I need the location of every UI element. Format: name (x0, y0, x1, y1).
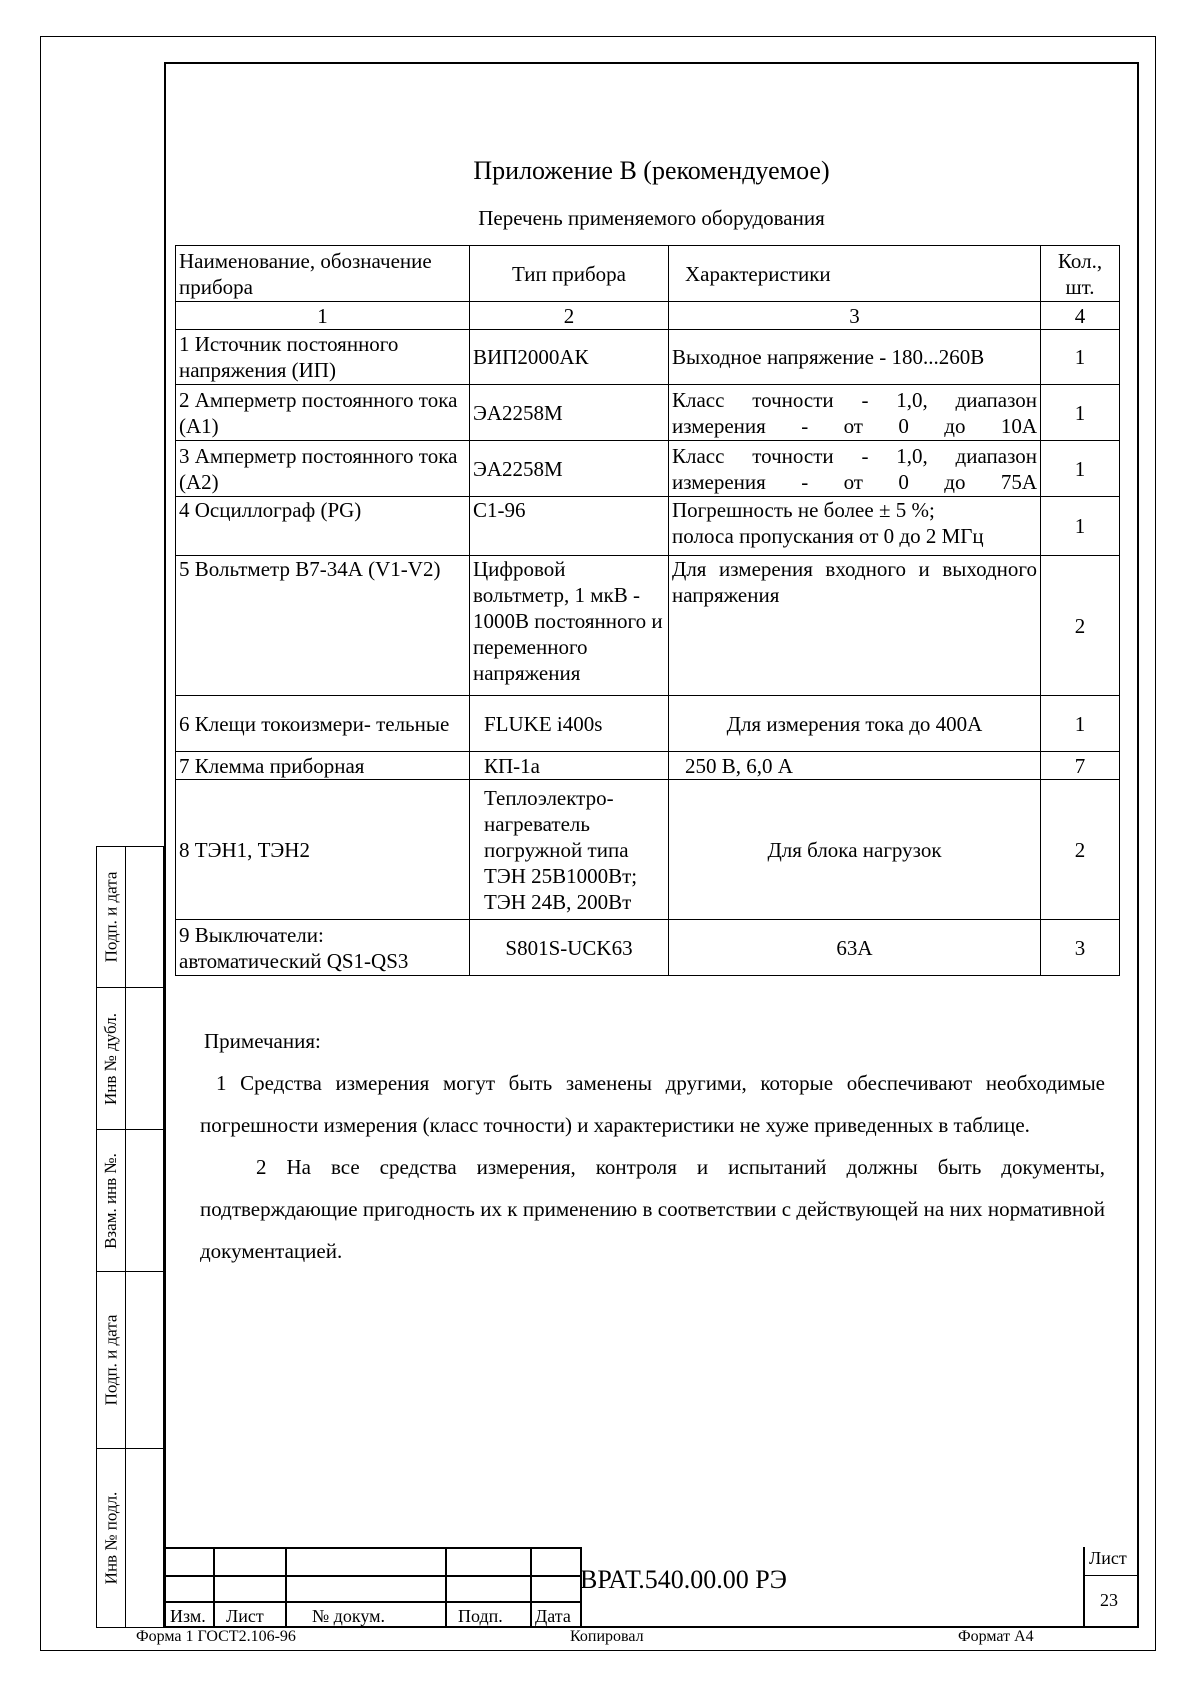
row-spec: 63А (669, 920, 1041, 976)
row-qty: 3 (1041, 920, 1120, 976)
stamp-line (530, 1547, 532, 1628)
sidebar-cell (96, 987, 126, 1130)
stamp-col-label: Дата (535, 1606, 571, 1626)
row-name: 2 Амперметр постоянного тока (А1) (176, 385, 470, 441)
document-code: ВРАТ.540.00.00 РЭ (580, 1565, 787, 1594)
header-name: Наименование, обозначение прибора (176, 246, 470, 302)
stamp-line (164, 1575, 582, 1577)
note-item: 1 Средства измерения могут быть заменены другими, которые обеспечивают необходимые погрешности измерения (класс точности) и характеристики не хуже приведенных в таблице. (200, 1071, 1105, 1137)
sidebar-label: Инв № дубл. (101, 1012, 121, 1105)
appendix-heading: Приложение В (рекомендуемое) (473, 156, 830, 185)
sidebar-label: Подп. и дата (101, 1314, 121, 1406)
row-qty: 1 (1041, 330, 1120, 385)
row-spec-line: полоса пропускания от 0 до 2 МГц (672, 524, 984, 548)
row-qty: 2 (1041, 780, 1120, 920)
footer-form: Форма 1 ГОСТ2.106-96 (136, 1628, 296, 1645)
row-type: Теплоэлектро- нагреватель погружной типа ТЭН 25В1000Вт; ТЭН 24В, 200Вт (470, 780, 669, 920)
row-type: FLUKE i400s (470, 696, 669, 752)
sidebar-label: Взам. инв №. (101, 1152, 120, 1249)
row-type: КП-1а (470, 752, 669, 780)
row-type: ВИП2000АК (470, 330, 669, 385)
col-number: 4 (1041, 302, 1120, 330)
row-spec: Для измерения входного и выходного напряжения (669, 556, 1041, 696)
sheet-label: Лист (1089, 1548, 1127, 1568)
stamp-line (164, 1547, 582, 1549)
table-row (176, 441, 1120, 497)
row-qty: 1 (1041, 497, 1120, 556)
stamp-line (285, 1547, 287, 1628)
row-name: 1 Источник постоянного напряжения (ИП) (176, 330, 470, 385)
row-qty: 7 (1041, 752, 1120, 780)
table-row (176, 385, 1120, 441)
stamp-col-label: Лист (226, 1606, 264, 1626)
row-type: S801S-UCK63 (470, 920, 669, 976)
row-name: 6 Клещи токоизмери- тельные (176, 696, 470, 752)
note-item: 2 На все средства измерения, контроля и испытаний должны быть документы, подтверждающие пригодность их к применению в соответствии с действующей на них нормативной документацией. (200, 1155, 1105, 1263)
table-row (176, 556, 1120, 696)
row-spec: Выходное напряжение - 180...260В (669, 330, 1041, 385)
row-qty: 2 (1041, 556, 1120, 696)
row-name: 8 ТЭН1, ТЭН2 (176, 780, 470, 920)
row-type: ЭА2258М (470, 441, 669, 497)
sidebar-label: Подп. и дата (101, 871, 121, 963)
row-spec: 250 В, 6,0 А (669, 752, 1041, 780)
equipment-table (175, 245, 1120, 976)
table-row (176, 752, 1120, 780)
footer-copied: Копировал (570, 1628, 644, 1645)
table-header-row (176, 246, 1120, 302)
stamp-line (445, 1547, 447, 1628)
header-qty: Кол., шт. (1041, 246, 1120, 302)
sidebar-cell-empty (125, 846, 164, 988)
table-row (176, 330, 1120, 385)
col-number: 3 (669, 302, 1041, 330)
sidebar-label: Инв № подл. (101, 1491, 120, 1585)
stamp-line (1083, 1547, 1085, 1628)
row-spec: Для измерения тока до 400А (669, 696, 1041, 752)
row-spec: Класс точности - 1,0, диапазон измерения - от 0 до 75А (669, 441, 1041, 497)
notes-title: Примечания: (204, 1029, 321, 1053)
stamp-line (213, 1547, 215, 1628)
row-type: С1-96 (470, 497, 669, 556)
stamp-line (1083, 1575, 1139, 1576)
sidebar-cell-empty (125, 987, 164, 1130)
row-type: ЭА2258М (470, 385, 669, 441)
header-spec: Характеристики (669, 246, 1041, 302)
row-spec (669, 497, 1041, 556)
row-spec: Для блока нагрузок (669, 780, 1041, 920)
column-number-row (176, 302, 1120, 330)
row-name: 4 Осциллограф (PG) (176, 497, 470, 556)
footer-format: Формат А4 (958, 1628, 1034, 1645)
row-qty: 1 (1041, 441, 1120, 497)
sidebar-cell (96, 846, 126, 988)
stamp-col-label: Подп. (458, 1606, 503, 1626)
sheet-number: 23 (1100, 1590, 1118, 1610)
stamp-line (164, 1601, 582, 1603)
row-name: 9 Выключатели: автоматический QS1-QS3 (176, 920, 470, 976)
table-row (176, 780, 1120, 920)
col-number: 2 (470, 302, 669, 330)
table-row (176, 920, 1120, 976)
sidebar-cell (96, 1271, 126, 1449)
row-qty: 1 (1041, 696, 1120, 752)
row-name: 3 Амперметр постоянного тока (А2) (176, 441, 470, 497)
table-caption: Перечень применяемого оборудования (478, 206, 825, 230)
row-name: 5 Вольтметр В7-34А (V1-V2) (176, 556, 470, 696)
row-spec: Класс точности - 1,0, диапазон измерения - от 0 до 10А (669, 385, 1041, 441)
sidebar-cell-empty (125, 1271, 164, 1449)
notes-section (200, 1020, 1105, 1272)
stamp-col-label: № докум. (312, 1606, 385, 1626)
sidebar-cell-empty (125, 1448, 164, 1628)
sidebar-cell-empty (125, 1129, 164, 1272)
table-row (176, 497, 1120, 556)
row-qty: 1 (1041, 385, 1120, 441)
header-type: Тип прибора (470, 246, 669, 302)
row-type: Цифровой вольтметр, 1 мкВ - 1000В постоянного и переменного напряжения (470, 556, 669, 696)
stamp-col-label: Изм. (170, 1606, 206, 1626)
sidebar-cell (96, 1448, 126, 1628)
sidebar-cell (96, 1129, 126, 1272)
row-name: 7 Клемма приборная (176, 752, 470, 780)
table-row (176, 696, 1120, 752)
margin-stamp (96, 846, 164, 1628)
row-spec-line: Погрешность не более ± 5 %; (672, 498, 935, 522)
col-number: 1 (176, 302, 470, 330)
